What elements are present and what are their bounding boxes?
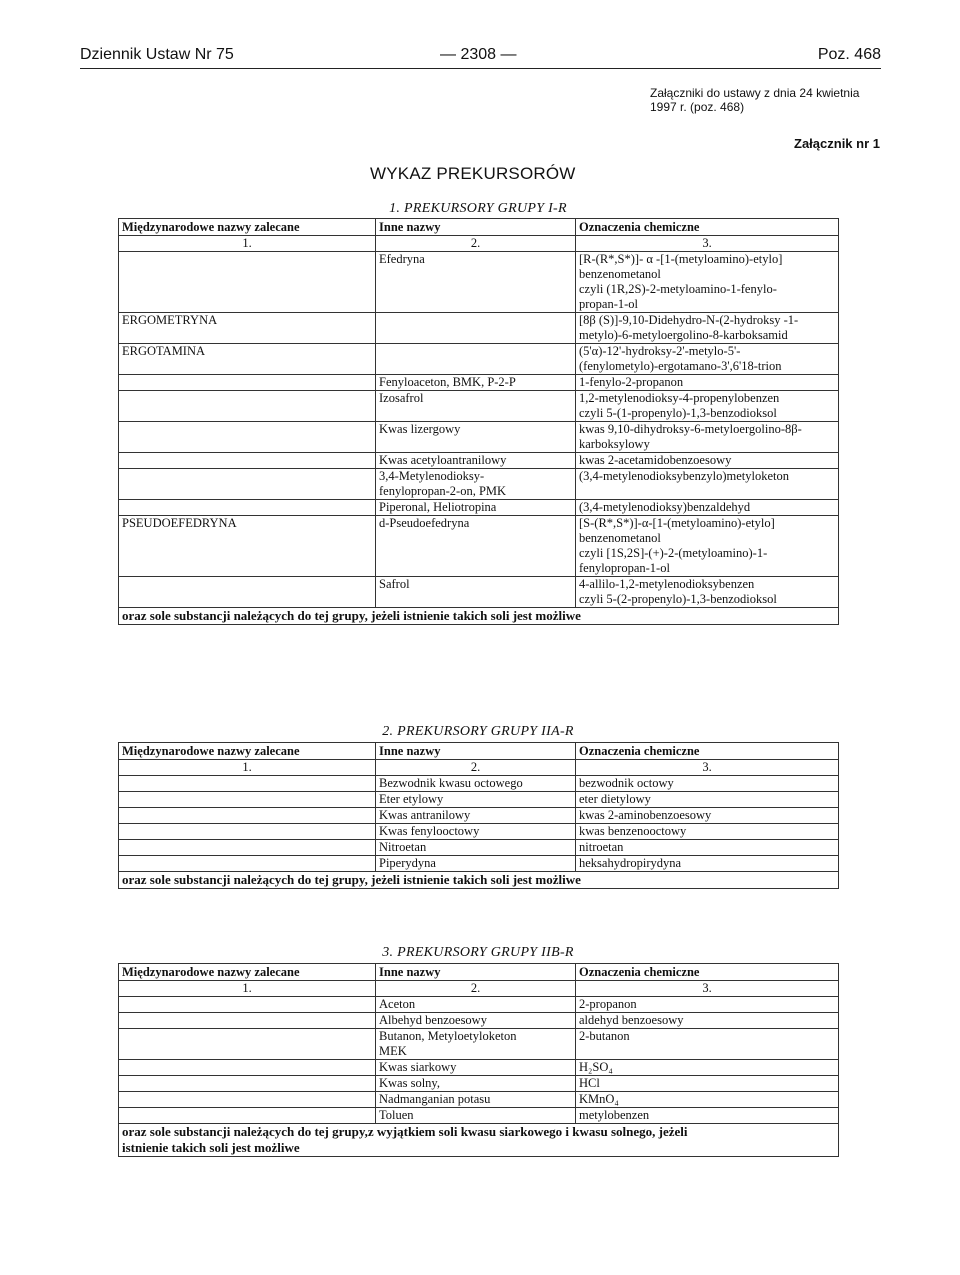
chemical-name-line: 1,2-metylenodioksy-4-propenylobenzen (579, 391, 780, 405)
chemical-name-cell (576, 453, 839, 469)
column-number: 3. (576, 236, 839, 252)
other-names-cell (376, 1013, 576, 1029)
other-name-line: Safrol (379, 577, 410, 591)
international-name-cell (119, 808, 376, 824)
chemical-name-cell (576, 375, 839, 391)
table-row (119, 792, 839, 808)
other-name-line: Fenyloaceton, BMK, P-2-P (379, 375, 516, 389)
table-row (119, 1060, 839, 1076)
table-body (119, 219, 839, 625)
table-footer-row (119, 608, 839, 625)
table-row (119, 997, 839, 1013)
column-header: Inne nazwy (376, 964, 576, 981)
chemical-name-line: 1-fenylo-2-propanon (579, 375, 684, 389)
table-row (119, 840, 839, 856)
chemical-name-line: (3,4-metylenodioksy)benzaldehyd (579, 500, 751, 514)
attachment-note (650, 86, 890, 114)
table-header-row (119, 964, 839, 981)
chemical-name-line: (5'α)-12'-hydroksy-2'-metylo-5'- (579, 344, 741, 358)
annex-label: Załącznik nr 1 (794, 136, 880, 151)
table-body (119, 743, 839, 889)
attachment-note-line: 1997 r. (poz. 468) (650, 100, 745, 114)
other-names-cell (376, 808, 576, 824)
chemical-name-line: bezwodnik octowy (579, 776, 674, 790)
other-names-cell (376, 840, 576, 856)
international-name-cell (119, 252, 376, 313)
other-name-line: Piperonal, Heliotropina (379, 500, 497, 514)
chemical-name-line: benzenometanol (579, 267, 661, 281)
salts-note: oraz sole substancji należących do tej grupy, jeżeli istnienie takich soli jest możliwe (119, 872, 839, 889)
international-name-cell (119, 1108, 376, 1124)
column-number-row (119, 981, 839, 997)
other-name-line: fenylopropan-2-on, PMK (379, 484, 507, 498)
chemical-name-cell (576, 792, 839, 808)
other-name-line: Kwas lizergowy (379, 422, 461, 436)
table-row (119, 469, 839, 500)
other-names-cell (376, 1108, 576, 1124)
header-rule (80, 68, 881, 69)
chemical-name-line: kwas benzenooctowy (579, 824, 687, 838)
table-row (119, 375, 839, 391)
other-name-line: Nadmanganian potasu (379, 1092, 491, 1106)
table-row (119, 1029, 839, 1060)
other-names-cell (376, 1029, 576, 1060)
other-names-cell (376, 391, 576, 422)
table-header-row (119, 743, 839, 760)
salts-note (119, 1124, 839, 1157)
other-names-cell (376, 856, 576, 872)
other-name-line: MEK (379, 1044, 407, 1058)
column-header: Międzynarodowe nazwy zalecane (119, 219, 376, 236)
page-number: — 2308 — (440, 46, 517, 63)
international-name-cell (119, 1013, 376, 1029)
position-number: Poz. 468 (817, 46, 881, 63)
chemical-name-cell (576, 1076, 839, 1092)
other-names-cell (376, 375, 576, 391)
column-header: Międzynarodowe nazwy zalecane (119, 743, 376, 760)
international-name-cell (119, 422, 376, 453)
other-name-line: Bezwodnik kwasu octowego (379, 776, 523, 790)
other-name-line: d-Pseudoefedryna (379, 516, 470, 530)
table-row (119, 391, 839, 422)
chemical-name-line: HCl (579, 1076, 600, 1090)
chemical-name-line: eter dietylowy (579, 792, 651, 806)
other-name-line: Toluen (379, 1108, 414, 1122)
table-row (119, 1013, 839, 1029)
international-name-cell (119, 792, 376, 808)
precursor-table-group-i-r (118, 218, 839, 625)
chemical-name-line: czyli [1S,2S]-(+)-2-(metyloamino)-1- (579, 546, 768, 560)
salts-note-line: oraz sole substancji należących do tej grupy,z wyjątkiem soli kwasu siarkowego i kwasu solnego, jeżeli (122, 1124, 688, 1139)
international-name-cell (119, 500, 376, 516)
other-name-line: Efedryna (379, 252, 425, 266)
international-name-cell (119, 776, 376, 792)
other-name-line: Butanon, Metyloetyloketon (379, 1029, 517, 1043)
chemical-name-cell (576, 500, 839, 516)
chemical-name-cell (576, 313, 839, 344)
column-number: 2. (376, 236, 576, 252)
section-title: 3. PREKURSORY GRUPY IIB-R (382, 945, 574, 960)
chemical-name-line: nitroetan (579, 840, 624, 854)
chemical-name-cell (576, 808, 839, 824)
table-row (119, 453, 839, 469)
chemical-name-line: kwas 2-acetamidobenzoesowy (579, 453, 732, 467)
other-names-cell (376, 997, 576, 1013)
chemical-name-line: fenylopropan-1-ol (579, 561, 670, 575)
column-number: 3. (576, 760, 839, 776)
other-names-cell (376, 776, 576, 792)
salts-note-line: istnienie takich soli jest możliwe (122, 1140, 300, 1155)
other-names-cell (376, 252, 576, 313)
chemical-name-cell (576, 391, 839, 422)
section-title: 1. PREKURSORY GRUPY I-R (389, 201, 567, 216)
international-name-cell (119, 824, 376, 840)
table-row (119, 516, 839, 577)
other-names-cell (376, 1060, 576, 1076)
chemical-name-line: heksahydropirydyna (579, 856, 682, 870)
international-name-cell: ERGOMETRYNA (119, 313, 376, 344)
other-names-cell (376, 1092, 576, 1108)
international-name-cell (119, 577, 376, 608)
column-number-row (119, 236, 839, 252)
other-name-line: Kwas solny, (379, 1076, 440, 1090)
other-name-line: Kwas fenylooctowy (379, 824, 480, 838)
table-footer-row (119, 872, 839, 889)
international-name-cell: PSEUDOEFEDRYNA (119, 516, 376, 577)
chemical-name-line: czyli (1R,2S)-2-metyloamino-1-fenylo- (579, 282, 777, 296)
column-number-row (119, 760, 839, 776)
other-names-cell (376, 516, 576, 577)
chemical-name-cell (576, 856, 839, 872)
other-name-line: Kwas siarkowy (379, 1060, 457, 1074)
table-row (119, 344, 839, 375)
other-names-cell (376, 1076, 576, 1092)
chemical-name-line: [8β (S)]-9,10-Didehydro-N-(2-hydroksy -1- (579, 313, 799, 327)
table-row (119, 1076, 839, 1092)
other-name-line: Aceton (379, 997, 416, 1011)
chemical-name-line: czyli 5-(2-propenylo)-1,3-benzodioksol (579, 592, 777, 606)
chemical-name-line: H₂SO₄ (579, 1060, 613, 1074)
column-header: Inne nazwy (376, 743, 576, 760)
table-body (119, 964, 839, 1157)
chemical-name-cell (576, 469, 839, 500)
international-name-cell (119, 375, 376, 391)
chemical-name-line: metylo)-6-metyloergolino-8-karboksamid (579, 328, 788, 342)
chemical-name-cell (576, 1060, 839, 1076)
journal-title: Dziennik Ustaw Nr 75 (80, 46, 234, 63)
other-name-line: Kwas acetyloantranilowy (379, 453, 507, 467)
salts-note: oraz sole substancji należących do tej grupy, jeżeli istnienie takich soli jest możliwe (119, 608, 839, 625)
table-row (119, 808, 839, 824)
column-number: 2. (376, 981, 576, 997)
international-name-cell (119, 469, 376, 500)
chemical-name-line: benzenometanol (579, 531, 661, 545)
table-row (119, 856, 839, 872)
international-name-cell (119, 1029, 376, 1060)
precursor-table-group-iib-r (118, 963, 839, 1157)
chemical-name-cell (576, 1029, 839, 1060)
chemical-name-line: 2-propanon (579, 997, 637, 1011)
chemical-name-line: metylobenzen (579, 1108, 650, 1122)
chemical-name-cell (576, 1013, 839, 1029)
chemical-name-line: KMnO₄ (579, 1092, 619, 1106)
section-title: 2. PREKURSORY GRUPY IIA-R (382, 724, 574, 739)
column-number: 1. (119, 236, 376, 252)
chemical-name-line: 2-butanon (579, 1029, 630, 1043)
other-names-cell (376, 500, 576, 516)
other-name-line: Albehyd benzoesowy (379, 1013, 487, 1027)
international-name-cell: ERGOTAMINA (119, 344, 376, 375)
international-name-cell (119, 840, 376, 856)
other-name-line: Eter etylowy (379, 792, 444, 806)
chemical-name-line: (3,4-metylenodioksybenzylo)metyloketon (579, 469, 790, 483)
other-names-cell (376, 344, 576, 375)
chemical-name-line: [R-(R*,S*)]- α -[1-(metyloamino)-etylo] (579, 252, 783, 266)
international-name-cell (119, 1076, 376, 1092)
attachment-note-line: Załączniki do ustawy z dnia 24 kwietnia (650, 86, 860, 100)
chemical-name-line: (fenylometylo)-ergotamano-3',6'18-trion (579, 359, 782, 373)
column-header: Oznaczenia chemiczne (576, 219, 839, 236)
chemical-name-cell (576, 516, 839, 577)
table-row (119, 1108, 839, 1124)
chemical-name-cell (576, 1108, 839, 1124)
table-row (119, 252, 839, 313)
chemical-name-cell (576, 997, 839, 1013)
column-number: 2. (376, 760, 576, 776)
chemical-name-line: propan-1-ol (579, 297, 639, 311)
chemical-name-line: czyli 5-(1-propenylo)-1,3-benzodioksol (579, 406, 777, 420)
table-footer-row (119, 1124, 839, 1157)
chemical-name-cell (576, 252, 839, 313)
international-name-cell (119, 453, 376, 469)
international-name-cell (119, 997, 376, 1013)
chemical-name-line: 4-allilo-1,2-metylenodioksybenzen (579, 577, 755, 591)
column-header: Oznaczenia chemiczne (576, 743, 839, 760)
column-number: 3. (576, 981, 839, 997)
chemical-name-line: aldehyd benzoesowy (579, 1013, 684, 1027)
other-name-line: Kwas antranilowy (379, 808, 471, 822)
table-row (119, 577, 839, 608)
chemical-name-cell (576, 840, 839, 856)
chemical-name-cell (576, 776, 839, 792)
column-header: Oznaczenia chemiczne (576, 964, 839, 981)
column-header: Inne nazwy (376, 219, 576, 236)
chemical-name-cell (576, 422, 839, 453)
list-title: WYKAZ PREKURSORÓW (370, 164, 576, 183)
other-names-cell (376, 469, 576, 500)
table-row (119, 824, 839, 840)
international-name-cell (119, 391, 376, 422)
chemical-name-line: kwas 9,10-dihydroksy-6-metyloergolino-8β- (579, 422, 802, 436)
other-names-cell (376, 313, 576, 344)
chemical-name-cell (576, 344, 839, 375)
chemical-name-line: [S-(R*,S*)]-α-[1-(metyloamino)-etylo] (579, 516, 775, 530)
chemical-name-cell (576, 824, 839, 840)
other-names-cell (376, 824, 576, 840)
chemical-name-line: kwas 2-aminobenzoesowy (579, 808, 712, 822)
chemical-name-cell (576, 577, 839, 608)
table-row (119, 422, 839, 453)
other-names-cell (376, 453, 576, 469)
international-name-cell (119, 1092, 376, 1108)
other-name-line: 3,4-Metylenodioksy- (379, 469, 485, 483)
table-header-row (119, 219, 839, 236)
other-name-line: Izosafrol (379, 391, 424, 405)
table-row (119, 313, 839, 344)
table-row (119, 1092, 839, 1108)
chemical-name-line: karboksylowy (579, 437, 650, 451)
other-names-cell (376, 792, 576, 808)
column-number: 1. (119, 760, 376, 776)
table-row (119, 776, 839, 792)
other-name-line: Nitroetan (379, 840, 427, 854)
table-row (119, 500, 839, 516)
precursor-table-group-iia-r (118, 742, 839, 889)
international-name-cell (119, 1060, 376, 1076)
chemical-name-cell (576, 1092, 839, 1108)
international-name-cell (119, 856, 376, 872)
other-names-cell (376, 577, 576, 608)
other-name-line: Piperydyna (379, 856, 436, 870)
column-number: 1. (119, 981, 376, 997)
other-names-cell (376, 422, 576, 453)
column-header: Międzynarodowe nazwy zalecane (119, 964, 376, 981)
